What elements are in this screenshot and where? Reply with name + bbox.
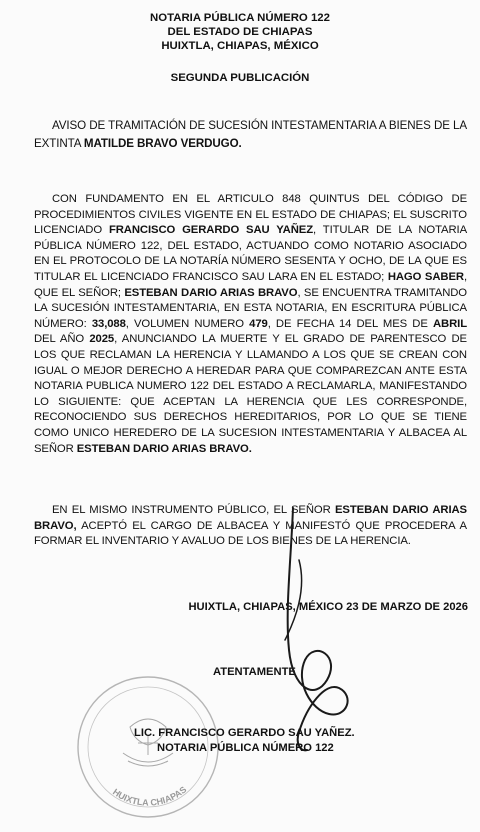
deed-year: 2025 [89, 333, 115, 346]
seal-text: HUIXTLA CHIAPAS [110, 784, 189, 808]
signatory-name: LIC. FRANCISCO GERARDO SAU YAÑEZ. [134, 727, 355, 739]
publication-label: SEGUNDA PUBLICACIÓN [170, 72, 310, 84]
notice-body-paragraph-2: EN EL MISMO INSTRUMENTO PÚBLICO, EL SEÑOR ESTEBAN DARIO ARIAS BRAVO, ACEPTÓ EL CARGO DE ALBACEA Y MANIFESTÓ QUE PROCEDERA A FORMAR EL INVENTARIO Y AVALUO DE LOS BIENES DE LA HERENCIA. [34, 504, 467, 548]
closing-atentamente: ATENTAMENTE [213, 666, 296, 678]
deed-number: 33,088 [91, 317, 126, 330]
notary-office-heading: NOTARIA PÚBLICA NÚMERO 122 [150, 12, 330, 24]
deceased-name: MATILDE BRAVO VERDUGO. [83, 137, 242, 150]
place-and-date: HUIXTLA, CHIAPAS, MÉXICO 23 DE MARZO DE 2026 [188, 601, 468, 613]
notice-body-paragraph-1: CON FUNDAMENTO EN EL ARTICULO 848 QUINTUS DEL CÓDIGO DE PROCEDIMIENTOS CIVILES VIGENTE EN EL ESTADO DE CHIAPAS; EL SUSCRITO LICENCIADO FRANCISCO GERARDO SAU YAÑEZ, TITULAR DE LA NOTARIA PÚBLICA NÚMERO 122, DEL ESTADO, ACTUANDO COMO NOTARIO ASOCIADO EN EL PROTOCOLO DE LA NOTARÍA NÚMERO SESENTA Y OCHO, DE LA QUE ES TITULAR EL LICENCIADO FRANCISCO SAU LARA EN EL ESTADO; HAGO SABER, QUE EL SEÑOR; ESTEBAN DARIO ARIAS BRAVO, SE ENCUENTRA TRAMITANDO LA SUCESIÓN INTESTAMENTARIA, EN ESTA NOTARIA, EN ESCRITURA PÚBLICA NÚMERO: 33,088, VOLUMEN NUMERO 479, DE FECHA 14 DEL MES DE ABRIL DEL AÑO 2025, ANUNCIANDO LA MUERTE Y EL GRADO DE PARENTESCO DE LOS QUE RECLAMAN LA HERENCIA Y LLAMANDO A LOS QUE SE CREAN CON IGUAL O MEJOR DERECHO A HEREDAR PARA QUE COMPAREZCAN ANTE ESTA NOTARIA PUBLICA NUMERO 122 DEL ESTADO A RECLAMARLA, MANIFESTANDO LO SIGUIENTE: QUE ACEPTAN LA HERENCIA QUE LES CORRESPONDE, RECONOCIENDO SUS DERECHOS HEREDITARIOS, POR LO QUE SE TIENE COMO UNICO HEREDERO DE LA SUCESION INTESTAMENTARIA Y ALBACEA AL SEÑOR ESTEBAN DARIO ARIAS BRAVO. [34, 193, 468, 455]
deed-month: ABRIL [432, 317, 467, 330]
notice-title-lead: AVISO DE TRAMITACIÓN DE SUCESIÓN INTESTAMENTARIA A BIENES DE LA EXTINTA [34, 119, 467, 150]
volume-number: 479 [249, 317, 268, 330]
heir-name-executor: ESTEBAN DARIO ARIAS BRAVO, [34, 504, 467, 532]
handwritten-signature [255, 500, 365, 760]
state-heading: DEL ESTADO DE CHIAPAS [167, 26, 313, 38]
signatory-title: NOTARIA PÚBLICA NÚMERO 122 [157, 742, 334, 754]
location-heading: HUIXTLA, CHIAPAS, MÉXICO [161, 40, 319, 52]
hago-saber: HAGO SABER [387, 270, 464, 283]
notice-title [34, 117, 467, 153]
heir-name-closing: ESTEBAN DARIO ARIAS BRAVO. [76, 442, 252, 455]
notary-name: FRANCISCO GERARDO SAU YAÑEZ [108, 224, 314, 237]
heir-name: ESTEBAN DARIO ARIAS BRAVO [124, 286, 298, 299]
